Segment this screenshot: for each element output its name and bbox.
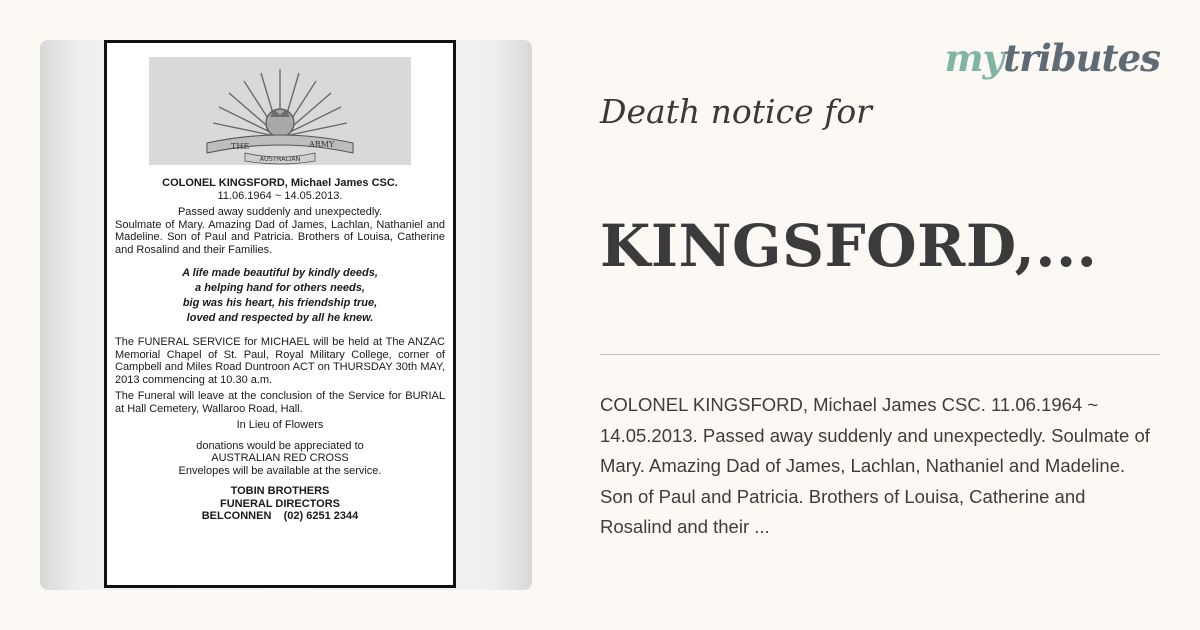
notice-donations: donations would be appreciated to bbox=[196, 439, 364, 452]
mytributes-logo[interactable] bbox=[944, 36, 1160, 80]
verse-line: a helping hand for others needs, bbox=[195, 282, 365, 294]
death-notice-image bbox=[40, 40, 532, 590]
newspaper-notice bbox=[104, 40, 456, 588]
ribbon-left-text: THE bbox=[231, 142, 250, 151]
notice-charity: AUSTRALIAN RED CROSS bbox=[211, 452, 349, 464]
notice-lieu: In Lieu of Flowers bbox=[236, 419, 324, 431]
verse-line: loved and respected by all he knew. bbox=[186, 312, 374, 324]
notice-burial: The Funeral will leave at the conclusion of the Service for BURIAL at Hall Cemetery, Wallaroo Road, Hall. bbox=[115, 390, 445, 415]
verse-line: big was his heart, his friendship true, bbox=[182, 297, 378, 309]
notice-dates: 11.06.1964 ~ 14.05.2013. bbox=[217, 189, 343, 202]
notice-envelopes: Envelopes will be available at the service. bbox=[178, 464, 382, 477]
funeral-director: TOBIN BROTHERS bbox=[230, 485, 330, 497]
notice-service: The FUNERAL SERVICE for MICHAEL will be held at The ANZAC Memorial Chapel of St. Paul, Royal Military College, corner of Campbell and Miles Road Duntroon ACT on THURSDAY 30th MAY, 2013 commencing at 10.30 a.m. bbox=[115, 336, 445, 386]
notice-family: Soulmate of Mary. Amazing Dad of James, Lachlan, Nathaniel and Madeline. Son of Paul and Patricia. Brothers of Louisa, Catherine and Rosalind and their Families. bbox=[115, 218, 445, 256]
logo-tributes: tributes bbox=[1003, 36, 1160, 80]
death-notice-label: Death notice for bbox=[600, 92, 872, 131]
ribbon-right-text: ARMY bbox=[309, 140, 335, 149]
rising-sun-emblem bbox=[149, 57, 411, 165]
funeral-director-phone: BELCONNEN (02) 6251 2344 bbox=[201, 510, 359, 522]
verse-line: A life made beautiful by kindly deeds, bbox=[182, 267, 378, 279]
funeral-director: FUNERAL DIRECTORS bbox=[220, 497, 340, 510]
deceased-name: KINGSFORD,... bbox=[600, 212, 1098, 280]
divider bbox=[600, 354, 1160, 355]
notice-passed: Passed away suddenly and unexpectedly. bbox=[177, 206, 383, 218]
banner-text: AUSTRALIAN bbox=[259, 155, 301, 163]
notice-excerpt: COLONEL KINGSFORD, Michael James CSC. 11.06.1964 ~ 14.05.2013. Passed away suddenly and unexpectedly. Soulmate of Mary. Amazing Dad of James, Lachlan, Nathaniel and Madeline. Son of Paul and Patricia. Brothers of Louisa, Catherine and Rosalind and their ... bbox=[600, 394, 1150, 537]
logo-my: my bbox=[944, 36, 1004, 80]
notice-name-line: COLONEL KINGSFORD, Michael James CSC. bbox=[162, 177, 398, 189]
